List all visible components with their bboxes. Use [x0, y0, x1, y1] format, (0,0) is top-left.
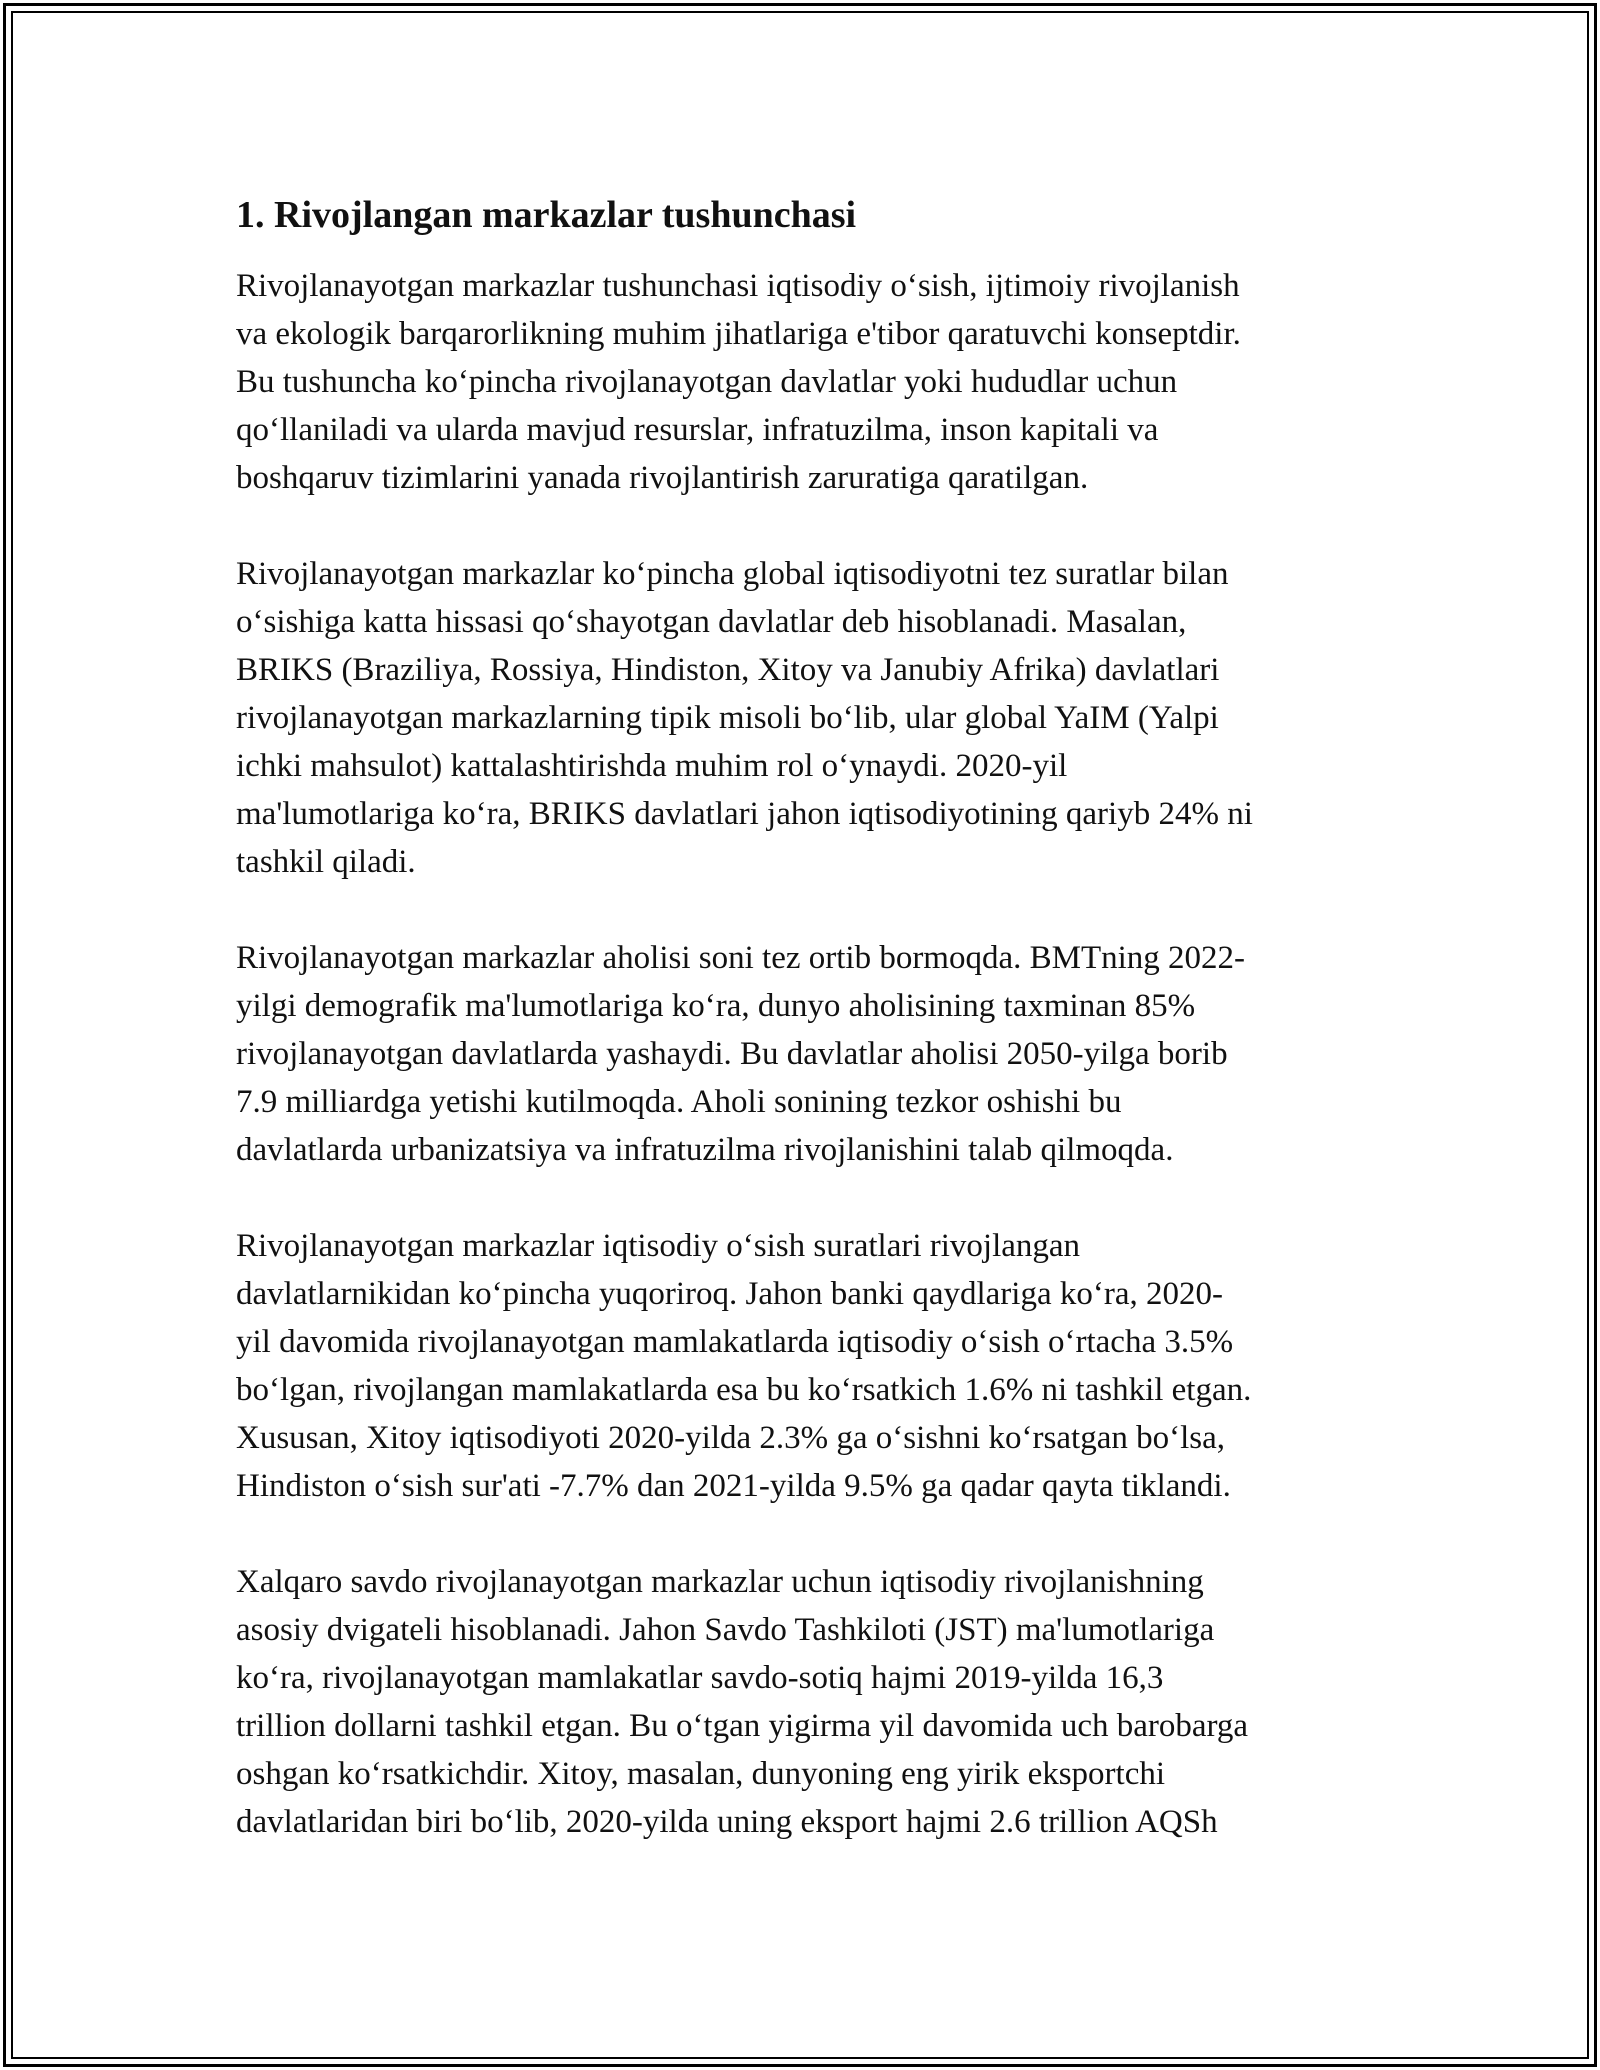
paragraph-line: tashkil qiladi.: [236, 844, 416, 880]
paragraph-line: Rivojlanayotgan markazlar tushunchasi iqtisodiy o‘sish, ijtimoiy rivojlanish: [236, 268, 1240, 304]
paragraph-line: va ekologik barqarorlikning muhim jihatlariga e'tibor qaratuvchi konseptdir.: [236, 316, 1241, 352]
paragraph-line: Xususan, Xitoy iqtisodiyoti 2020-yilda 2.3% ga o‘sishni ko‘rsatgan bo‘lsa,: [236, 1420, 1225, 1456]
paragraph-2: [236, 550, 1366, 886]
paragraph-line: yilgi demografik ma'lumotlariga ko‘ra, dunyo aholisining taxminan 85%: [236, 988, 1196, 1024]
paragraph-line: rivojlanayotgan davlatlarda yashaydi. Bu davlatlar aholisi 2050-yilga borib: [236, 1036, 1228, 1072]
paragraph-line: Bu tushuncha ko‘pincha rivojlanayotgan davlatlar yoki hududlar uchun: [236, 364, 1178, 400]
paragraph-line: bo‘lgan, rivojlangan mamlakatlarda esa bu ko‘rsatkich 1.6% ni tashkil etgan.: [236, 1372, 1252, 1408]
paragraph-1: [236, 262, 1366, 502]
paragraphs: [236, 262, 1366, 1846]
paragraph-3: [236, 934, 1366, 1174]
section-title: 1. Rivojlangan markazlar tushunchasi: [236, 194, 857, 236]
paragraph-line: asosiy dvigateli hisoblanadi. Jahon Savdo Tashkiloti (JST) ma'lumotlariga: [236, 1612, 1215, 1648]
paragraph-line: Rivojlanayotgan markazlar iqtisodiy o‘sish suratlari rivojlangan: [236, 1228, 1081, 1264]
document-body: [236, 186, 1366, 1894]
paragraph-line: yil davomida rivojlanayotgan mamlakatlarda iqtisodiy o‘sish o‘rtacha 3.5%: [236, 1324, 1234, 1360]
paragraph-line: davlatlarnikidan ko‘pincha yuqoriroq. Jahon banki qaydlariga ko‘ra, 2020-: [236, 1276, 1223, 1312]
paragraph-line: trillion dollarni tashkil etgan. Bu o‘tgan yigirma yil davomida uch barobarga: [236, 1708, 1249, 1744]
paragraph-line: davlatlaridan biri bo‘lib, 2020-yilda uning eksport hajmi 2.6 trillion AQSh: [236, 1804, 1218, 1840]
paragraph-line: Hindiston o‘sish sur'ati -7.7% dan 2021-yilda 9.5% ga qadar qayta tiklandi.: [236, 1468, 1231, 1504]
paragraph-line: ma'lumotlariga ko‘ra, BRIKS davlatlari jahon iqtisodiyotining qariyb 24% ni: [236, 796, 1253, 832]
paragraph-line: rivojlanayotgan markazlarning tipik misoli bo‘lib, ular global YaIM (Yalpi: [236, 700, 1219, 736]
paragraph-line: qo‘llaniladi va ularda mavjud resurslar, infratuzilma, inson kapitali va: [236, 412, 1159, 448]
paragraph-line: ichki mahsulot) kattalashtirishda muhim rol o‘ynaydi. 2020-yil: [236, 748, 1068, 784]
paragraph-line: ko‘ra, rivojlanayotgan mamlakatlar savdo-sotiq hajmi 2019-yilda 16,3: [236, 1660, 1164, 1696]
paragraph-line: BRIKS (Braziliya, Rossiya, Hindiston, Xitoy va Janubiy Afrika) davlatlari: [236, 652, 1220, 688]
paragraph-line: oshgan ko‘rsatkichdir. Xitoy, masalan, dunyoning eng yirik eksportchi: [236, 1756, 1166, 1792]
paragraph-5: [236, 1558, 1366, 1846]
paragraph-line: o‘sishiga katta hissasi qo‘shayotgan davlatlar deb hisoblanadi. Masalan,: [236, 604, 1187, 640]
paragraph-line: boshqaruv tizimlarini yanada rivojlantirish zaruratiga qaratilgan.: [236, 460, 1089, 496]
paragraph-line: Xalqaro savdo rivojlanayotgan markazlar uchun iqtisodiy rivojlanishning: [236, 1564, 1204, 1600]
paragraph-line: davlatlarda urbanizatsiya va infratuzilma rivojlanishini talab qilmoqda.: [236, 1132, 1174, 1168]
paragraph-line: 7.9 milliardga yetishi kutilmoqda. Aholi sonining tezkor oshishi bu: [236, 1084, 1122, 1120]
paragraph-4: [236, 1222, 1366, 1510]
paragraph-line: Rivojlanayotgan markazlar aholisi soni tez ortib bormoqda. BMTning 2022-: [236, 940, 1246, 976]
paragraph-line: Rivojlanayotgan markazlar ko‘pincha global iqtisodiyotni tez suratlar bilan: [236, 556, 1229, 592]
